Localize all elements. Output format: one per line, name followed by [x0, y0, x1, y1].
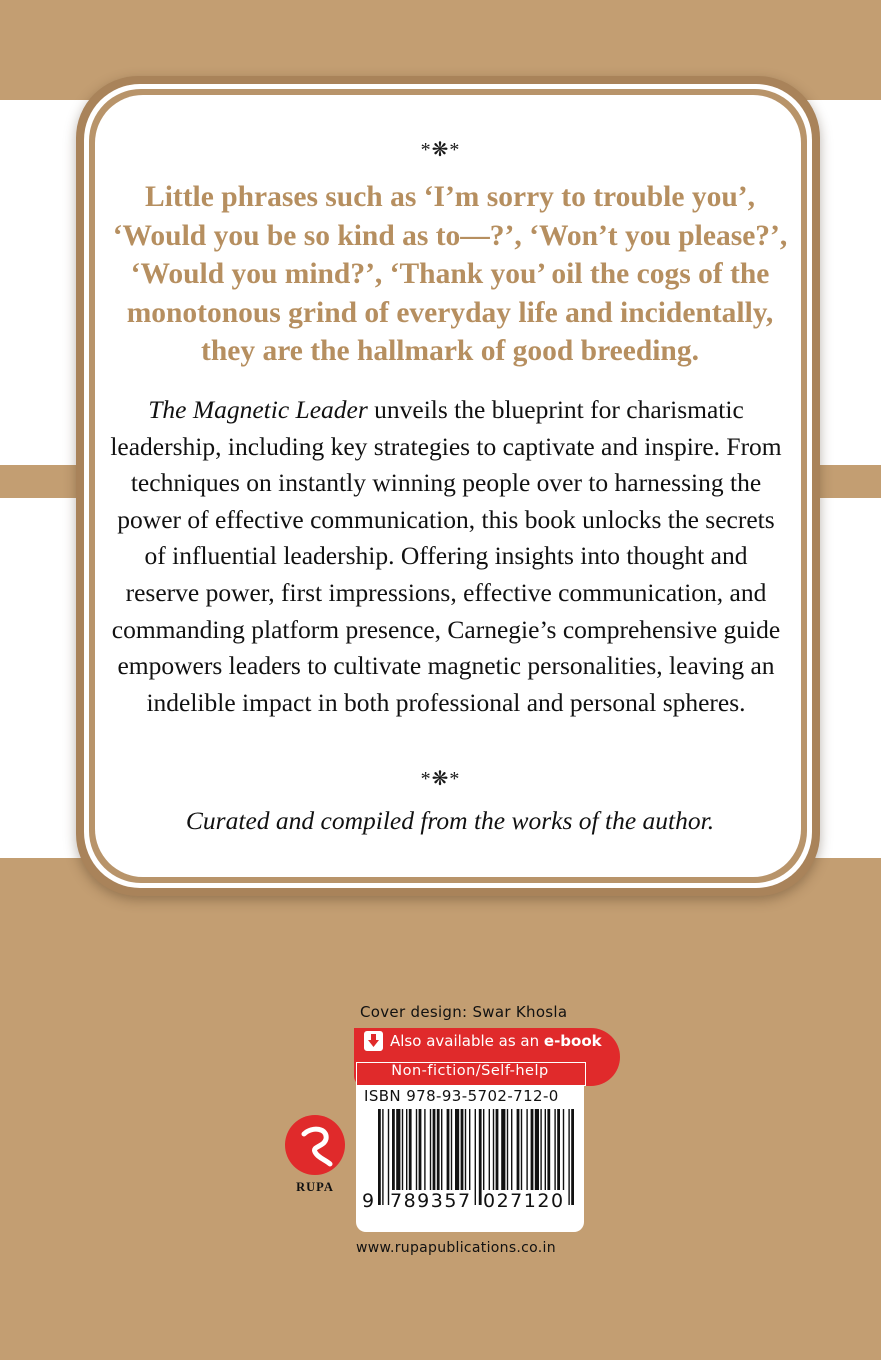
rupa-logo-icon [282, 1112, 348, 1178]
publisher-website: www.rupapublications.co.in [356, 1240, 556, 1256]
isbn-label: ISBN 978-93-5702-712-0 [364, 1087, 559, 1105]
ornament-bottom: *❋* [420, 768, 461, 790]
barcode-digit-first: 9 [362, 1190, 376, 1212]
pull-quote: Little phrases such as ‘I’m sorry to trouble you’, ‘Would you be so kind as to—?’, ‘Won’t you please?’, ‘Would you mind?’, ‘Thank you’ oil the cogs of the monotonous grind of everyday life and incidentally, they are the hallmark of good breeding. [112, 181, 788, 367]
ebook-label [390, 1032, 602, 1050]
barcode-digits-left: 789357 [390, 1190, 472, 1212]
cover-credit: Cover design: Swar Khosla [360, 1003, 568, 1021]
ebook-label-bold: e-book [543, 1032, 602, 1050]
book-title: The Magnetic Leader [148, 395, 368, 424]
barcode-digits-right: 027120 [483, 1190, 565, 1212]
ornament-top: *❋* [420, 139, 461, 161]
curated-note: Curated and compiled from the works of the author. [185, 806, 715, 835]
download-icon [364, 1031, 383, 1051]
book-description [110, 392, 782, 721]
publisher-logo-text: RUPA [296, 1180, 334, 1194]
ebook-label-text: Also available as an [390, 1032, 544, 1050]
genre-label: Non-fiction/Self-help [391, 1063, 549, 1079]
description-text: unveils the blueprint for charismatic leadership, including key strategies to captivate and inspire. From techniques on instantly winning people over to harnessing the power of effective communication, this book unlocks the secrets of influential leadership. Offering insights into thought and reserve power, first impressions, effective communication, and commanding platform presence, Carnegie’s comprehensive guide empowers leaders to cultivate magnetic personalities, leaving an indelible impact in both professional and personal spheres. [110, 395, 782, 717]
